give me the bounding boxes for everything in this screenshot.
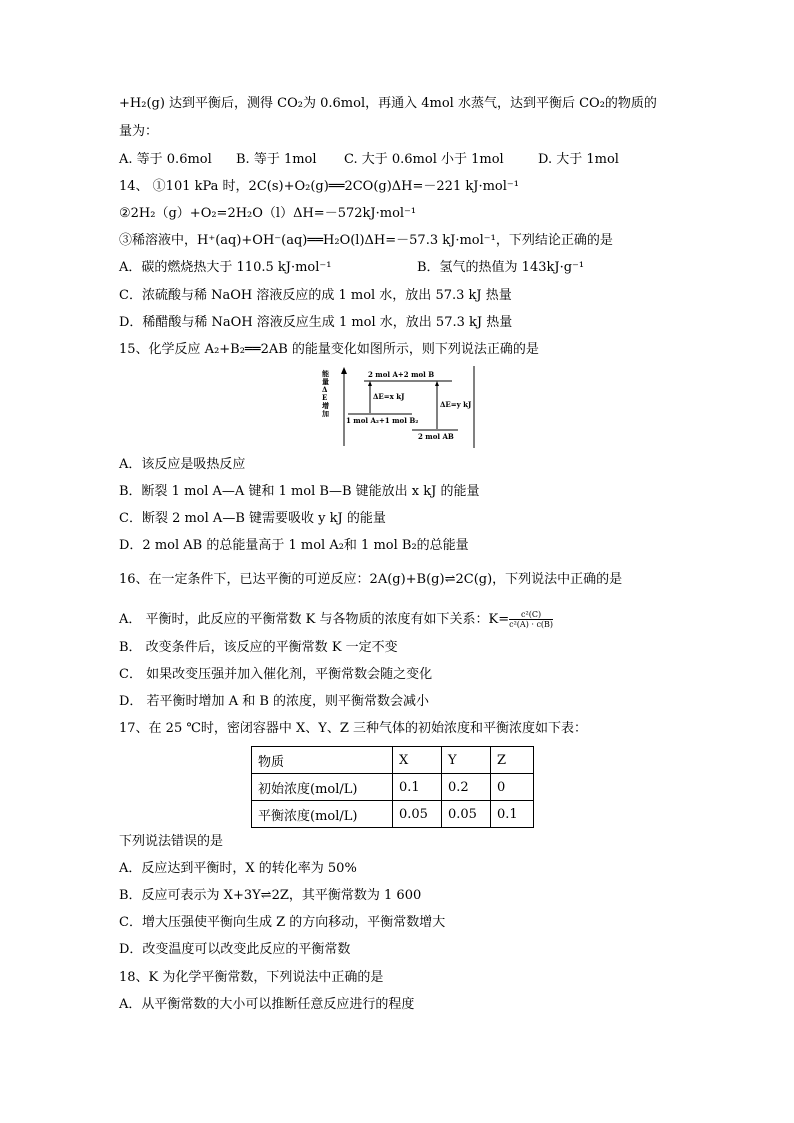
q17-option-b: B．反应可表示为 X+3Y⇌2Z，其平衡常数为 1 600 <box>119 888 422 903</box>
table-cell: 0.1 <box>491 801 534 828</box>
table-cell: 0 <box>491 774 534 801</box>
fraction-numerator: c²(C) <box>509 610 553 620</box>
q13-option-d: D. 大于 1mol <box>538 152 619 167</box>
q17-after: 下列说法错误的是 <box>119 834 224 849</box>
energy-diagram <box>320 366 476 448</box>
q15-option-c: C．断裂 2 mol A—B 键需要吸收 y kJ 的能量 <box>119 511 386 526</box>
q16-option-c: C． 如果改变压强并加入催化剂，平衡常数会随之变化 <box>119 667 433 682</box>
table-row <box>252 774 534 801</box>
table-cell: 0.2 <box>442 774 491 801</box>
q13-option-a: A. 等于 0.6mol <box>119 152 212 167</box>
table-header-cell: X <box>393 747 442 774</box>
q14-line3: ③稀溶液中，H⁺(aq)+OH⁻(aq)══H₂O(l)ΔH=－57.3 kJ·mol⁻¹，下列结论正确的是 <box>119 233 613 248</box>
fraction-denominator: c²(A) · c(B) <box>509 620 554 629</box>
q14-line2: ②2H₂（g）+O₂=2H₂O（l）ΔH=－572kJ·mol⁻¹ <box>119 206 417 221</box>
q18-stem: 18、K 为化学平衡常数，下列说法中正确的是 <box>119 970 384 985</box>
q14-option-d: D．稀醋酸与稀 NaOH 溶液反应生成 1 mol 水，放出 57.3 kJ 热量 <box>119 315 513 330</box>
q15-option-d: D．2 mol AB 的总能量高于 1 mol A₂和 1 mol B₂的总能量 <box>119 538 469 553</box>
q17-stem: 17、在 25 ℃时，密闭容器中 X、Y、Z 三种气体的初始浓度和平衡浓度如下表： <box>119 721 588 736</box>
table-header-cell: Z <box>491 747 534 774</box>
k-fraction <box>509 610 553 629</box>
table-header-cell: Y <box>442 747 491 774</box>
q16-option-a-text: A． 平衡时，此反应的平衡常数 K 与各物质的浓度有如下关系：K= <box>119 612 510 627</box>
table-cell: 0.05 <box>393 801 442 828</box>
q17-option-d: D．改变温度可以改变此反应的平衡常数 <box>119 942 351 957</box>
table-row <box>252 801 534 828</box>
y-axis-label-text: 能量ΔE增加 <box>322 369 329 418</box>
q17-option-a: A．反应达到平衡时，X 的转化率为 50% <box>119 861 357 876</box>
q15-option-b: B．断裂 1 mol A—A 键和 1 mol B—B 键能放出 x kJ 的能量 <box>119 484 480 499</box>
table-cell: 0.05 <box>442 801 491 828</box>
table-cell: 平衡浓度(mol/L) <box>252 801 393 828</box>
q14-option-c: C．浓硫酸与稀 NaOH 溶液反应的成 1 mol 水，放出 57.3 kJ 热量 <box>119 288 512 303</box>
q14-option-a: A．碳的燃烧热大于 110.5 kJ·mol⁻¹ <box>119 260 332 275</box>
table-cell: 初始浓度(mol/L) <box>252 774 393 801</box>
q13-text-line2: 量为： <box>119 124 159 139</box>
table-header-row <box>252 747 534 774</box>
level-top-label: 2 mol A+2 mol B <box>368 370 435 379</box>
delta-x-label: ΔE=x kJ <box>373 392 405 401</box>
q15-stem: 15、化学反应 A₂+B₂══2AB 的能量变化如图所示，则下列说法正确的是 <box>119 342 539 357</box>
q16-option-a <box>119 610 553 630</box>
table-cell: 0.1 <box>393 774 442 801</box>
q18-option-a: A．从平衡常数的大小可以推断任意反应进行的程度 <box>119 997 415 1012</box>
q14-line1: 14、 ①101 kPa 时，2C(s)+O₂(g)══2CO(g)ΔH=－221 kJ·mol⁻¹ <box>119 179 519 194</box>
q16-option-d: D． 若平衡时增加 A 和 B 的浓度，则平衡常数会减小 <box>119 694 430 709</box>
q17-option-c: C．增大压强使平衡向生成 Z 的方向移动，平衡常数增大 <box>119 915 446 930</box>
delta-y-label: ΔE=y kJ <box>440 400 472 409</box>
q15-option-a: A．该反应是吸热反应 <box>119 457 246 472</box>
q13-text-line1: +H₂(g) 达到平衡后，测得 CO₂为 0.6mol，再通入 4mol 水蒸气，达到平衡后 CO₂的物质的 <box>119 96 657 111</box>
q16-stem: 16、在一定条件下，已达平衡的可逆反应：2A(g)+B(g)⇌2C(g)，下列说法中正确的是 <box>119 572 623 587</box>
table-header-cell: 物质 <box>252 747 393 774</box>
q13-option-b: B. 等于 1mol <box>236 152 317 167</box>
level-mid-label: 1 mol A₂+1 mol B₂ <box>346 416 419 425</box>
level-bottom-label: 2 mol AB <box>418 432 454 441</box>
q13-option-c: C. 大于 0.6mol 小于 1mol <box>344 152 504 167</box>
q14-option-b: B．氢气的热值为 143kJ·g⁻¹ <box>417 260 585 275</box>
concentration-table <box>251 746 534 828</box>
q16-option-b: B． 改变条件后，该反应的平衡常数 K 一定不变 <box>119 640 398 655</box>
